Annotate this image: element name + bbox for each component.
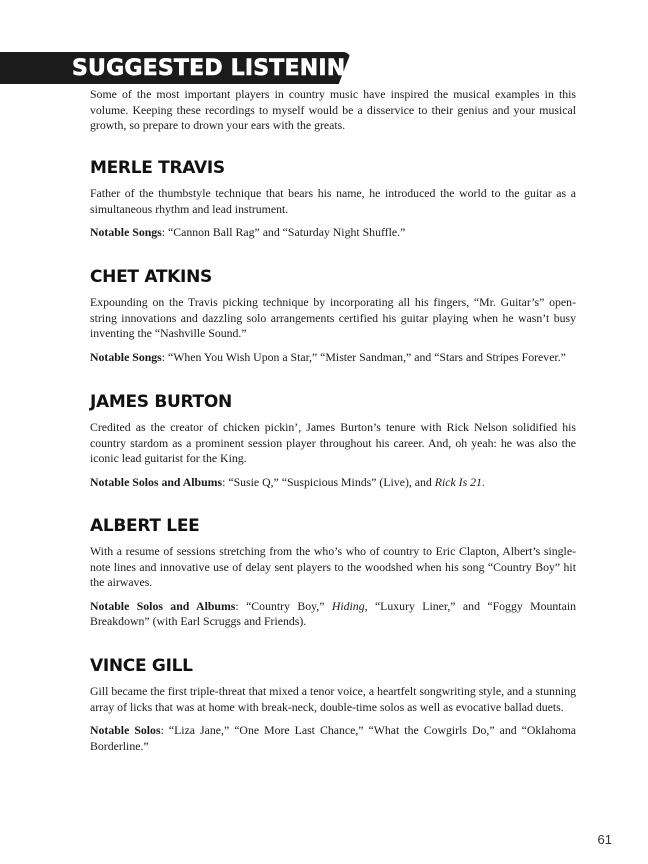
notable-label: Notable Solos and Albums [90, 474, 223, 489]
notable-label: Notable Solos and Albums [90, 598, 236, 613]
intro-paragraph: Some of the most important players in country music have inspired the musical examples in this volume. Keeping these recordings to myself would be a disservice to their genius and your musical growth, so prepare to drown your ears with the greats. [90, 87, 576, 132]
notable-text: : “Country Boy,” [235, 598, 332, 613]
album-title: Hiding [331, 598, 365, 613]
notable-solos-albums [90, 475, 576, 491]
page-content [90, 87, 576, 753]
page-number: 61 [597, 832, 612, 847]
section-heading: MERLE TRAVIS [90, 158, 225, 178]
section-albert-lee [90, 515, 576, 630]
notable-label: Notable Solos [90, 723, 161, 737]
section-heading: CHET ATKINS [90, 267, 212, 287]
section-description: Expounding on the Travis picking technique by incorporating all his fingers, “Mr. Guitar’s” open-string innovations and dazzling solo arrangements certified his guitar playing when he wasn’t busy inventing the “Nashville Sound.” [90, 295, 576, 340]
section-description: Credited as the creator of chicken pickin’, James Burton’s tenure with Rick Nelson solidified his country stardom as a prominent session player throughout his career. And, oh yeah: he was also the iconic lead guitarist for the King. [90, 420, 576, 465]
section-description: Father of the thumbstyle technique that bears his name, he introduced the world to the guitar as a simultaneous rhythm and lead instrument. [90, 186, 576, 216]
album-title: Rick Is 21 [434, 474, 482, 489]
section-vince-gill [90, 655, 576, 754]
notable-songs [90, 350, 576, 366]
section-heading: JAMES BURTON [90, 392, 232, 412]
section-heading: ALBERT LEE [90, 516, 200, 536]
notable-text: : “Susie Q,” “Suspicious Minds” (Live), and [222, 474, 435, 489]
section-chet-atkins [90, 266, 576, 365]
section-description: With a resume of sessions stretching from the who’s who of country to Eric Clapton, Albert’s single-note lines and innovative use of delay sent players to the woodshed when his song “Country Boy” hit the airwaves. [90, 544, 576, 589]
section-heading: VINCE GILL [90, 656, 193, 676]
notable-text: : “Cannon Ball Rag” and “Saturday Night Shuffle.” [161, 225, 406, 239]
section-james-burton [90, 391, 576, 490]
section-merle-travis [90, 157, 576, 241]
notable-songs [90, 225, 576, 241]
notable-label: Notable Songs [90, 349, 162, 364]
notable-solos [90, 723, 576, 754]
notable-text-end: . [481, 474, 485, 489]
notable-text-end: , “Luxury Liner,” and “Foggy Mountain Breakdown” (with Earl Scruggs and Friends). [90, 598, 576, 628]
page-title: SUGGESTED LISTENING [72, 56, 364, 81]
notable-solos-albums [90, 599, 576, 630]
section-description: Gill became the first triple-threat that mixed a tenor voice, a heartfelt songwriting style, and a stunning array of licks that was at home with break-neck, double-time solos as well as evocative ballad duets. [90, 684, 576, 714]
notable-text: : “Liza Jane,” “One More Last Chance,” “What the Cowgirls Do,” and “Oklahoma Borderline.” [90, 723, 576, 753]
notable-label: Notable Songs [90, 225, 162, 239]
notable-text: : “When You Wish Upon a Star,” “Mister Sandman,” and “Stars and Stripes Forever.” [161, 349, 566, 364]
